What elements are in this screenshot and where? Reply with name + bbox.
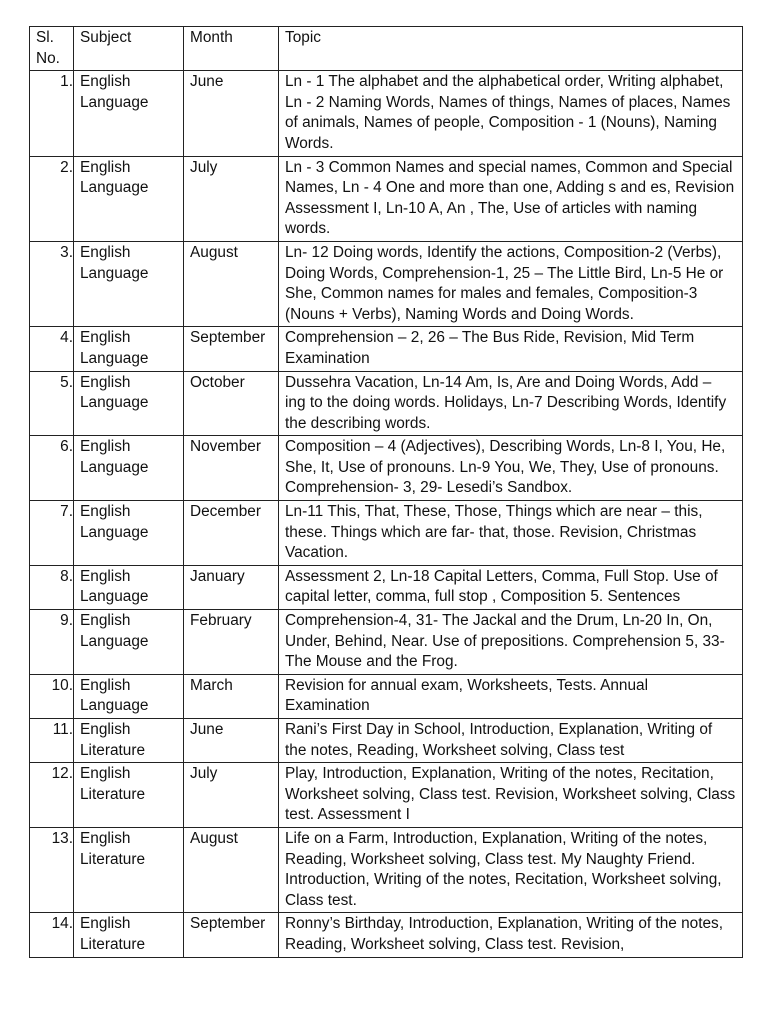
row-topic-cell: Assessment 2, Ln-18 Capital Letters, Comma, Full Stop. Use of capital letter, comma, full stop , Composition 5. Sentences (279, 565, 743, 609)
row-month-cell: September (184, 913, 279, 957)
table-row (30, 674, 743, 718)
table-row (30, 827, 743, 912)
table-row (30, 436, 743, 501)
row-number: 9. (60, 612, 73, 630)
table-row (30, 156, 743, 241)
row-number: 5. (60, 373, 73, 391)
header-sl-no: Sl. No. (30, 27, 74, 71)
row-number: 3. (60, 243, 73, 261)
table-row (30, 241, 743, 326)
row-month-cell: July (184, 156, 279, 241)
header-subject: Subject (74, 27, 184, 71)
row-number: 14. (51, 915, 73, 933)
row-topic-cell: Composition – 4 (Adjectives), Describing Words, Ln-8 I, You, He, She, It, Use of pronouns. Ln-9 You, We, They, Use of pronouns. Comprehension- 3, 29- Lesedi’s Sandbox. (279, 436, 743, 501)
table-row (30, 913, 743, 957)
row-number-cell (30, 371, 74, 436)
table-row (30, 327, 743, 371)
row-subject-cell: English Literature (74, 913, 184, 957)
row-month-cell: November (184, 436, 279, 501)
table-row (30, 610, 743, 675)
row-number: 2. (60, 158, 73, 176)
syllabus-table (29, 26, 743, 958)
table-row (30, 71, 743, 156)
row-number-cell (30, 241, 74, 326)
row-number-cell (30, 610, 74, 675)
row-topic-cell: Play, Introduction, Explanation, Writing of the notes, Recitation, Worksheet solving, Class test. Revision, Worksheet solving, Class test. Assessment I (279, 763, 743, 828)
row-month-cell: September (184, 327, 279, 371)
row-number-cell (30, 913, 74, 957)
row-number: 4. (60, 329, 73, 347)
row-topic-cell: Comprehension-4, 31- The Jackal and the Drum, Ln-20 In, On, Under, Behind, Near. Use of prepositions. Comprehension 5, 33- The Mouse and the Frog. (279, 610, 743, 675)
row-month-cell: June (184, 71, 279, 156)
row-subject-cell: English Language (74, 327, 184, 371)
table-row (30, 763, 743, 828)
table-row (30, 565, 743, 609)
row-month-cell: January (184, 565, 279, 609)
row-number-cell (30, 565, 74, 609)
row-subject-cell: English Language (74, 501, 184, 566)
syllabus-document (29, 26, 742, 958)
row-number-cell (30, 501, 74, 566)
header-topic: Topic (279, 27, 743, 71)
row-month-cell: July (184, 763, 279, 828)
row-subject-cell: English Language (74, 436, 184, 501)
table-header-row (30, 27, 743, 71)
row-topic-cell: Ln - 1 The alphabet and the alphabetical order, Writing alphabet, Ln - 2 Naming Words, Names of things, Names of places, Names of animals, Names of people, Composition - 1 (Nouns), Naming Words. (279, 71, 743, 156)
row-subject-cell: English Language (74, 674, 184, 718)
row-topic-cell: Life on a Farm, Introduction, Explanation, Writing of the notes, Reading, Worksheet solving, Class test. My Naughty Friend. Introduction, Writing of the notes, Recitation, Worksheet solving, Class test. (279, 827, 743, 912)
row-subject-cell: English Literature (74, 719, 184, 763)
row-month-cell: June (184, 719, 279, 763)
row-subject-cell: English Language (74, 371, 184, 436)
row-subject-cell: English Literature (74, 763, 184, 828)
row-number-cell (30, 719, 74, 763)
table-row (30, 371, 743, 436)
row-subject-cell: English Language (74, 241, 184, 326)
row-month-cell: February (184, 610, 279, 675)
row-topic-cell: Revision for annual exam, Worksheets, Tests. Annual Examination (279, 674, 743, 718)
row-number: 8. (60, 567, 73, 585)
row-number-cell (30, 327, 74, 371)
row-number: 1. (60, 73, 73, 91)
row-subject-cell: English Language (74, 156, 184, 241)
row-topic-cell: Ln- 12 Doing words, Identify the actions, Composition-2 (Verbs), Doing Words, Comprehension-1, 25 – The Little Bird, Ln-5 He or She, Common names for males and females, Composition-3 (Nouns + Verbs), Naming Words and Doing Words. (279, 241, 743, 326)
row-topic-cell: Ln-11 This, That, These, Those, Things which are near – this, these. Things which are far- that, those. Revision, Christmas Vacation. (279, 501, 743, 566)
row-number-cell (30, 763, 74, 828)
row-month-cell: August (184, 241, 279, 326)
row-number-cell (30, 674, 74, 718)
header-month: Month (184, 27, 279, 71)
row-subject-cell: English Language (74, 610, 184, 675)
row-subject-cell: English Language (74, 71, 184, 156)
row-month-cell: August (184, 827, 279, 912)
table-row (30, 719, 743, 763)
row-month-cell: October (184, 371, 279, 436)
row-topic-cell: Comprehension – 2, 26 – The Bus Ride, Revision, Mid Term Examination (279, 327, 743, 371)
row-topic-cell: Dussehra Vacation, Ln-14 Am, Is, Are and Doing Words, Add – ing to the doing words. Holidays, Ln-7 Describing Words, Identify the describing words. (279, 371, 743, 436)
row-number: 6. (60, 438, 73, 456)
row-month-cell: December (184, 501, 279, 566)
row-number: 13. (51, 829, 73, 847)
table-row (30, 501, 743, 566)
row-number-cell (30, 71, 74, 156)
row-number: 12. (51, 765, 73, 783)
row-month-cell: March (184, 674, 279, 718)
row-number-cell (30, 156, 74, 241)
row-subject-cell: English Language (74, 565, 184, 609)
row-topic-cell: Ronny’s Birthday, Introduction, Explanation, Writing of the notes, Reading, Worksheet solving, Class test. Revision, (279, 913, 743, 957)
row-topic-cell: Ln - 3 Common Names and special names, Common and Special Names, Ln - 4 One and more than one, Adding s and es, Revision Assessment I, Ln-10 A, An , The, Use of articles with naming words. (279, 156, 743, 241)
row-number-cell (30, 436, 74, 501)
row-topic-cell: Rani’s First Day in School, Introduction, Explanation, Writing of the notes, Reading, Worksheet solving, Class test (279, 719, 743, 763)
row-number: 10. (51, 676, 73, 694)
row-number-cell (30, 827, 74, 912)
row-subject-cell: English Literature (74, 827, 184, 912)
row-number: 7. (60, 503, 73, 521)
row-number: 11. (52, 721, 73, 738)
